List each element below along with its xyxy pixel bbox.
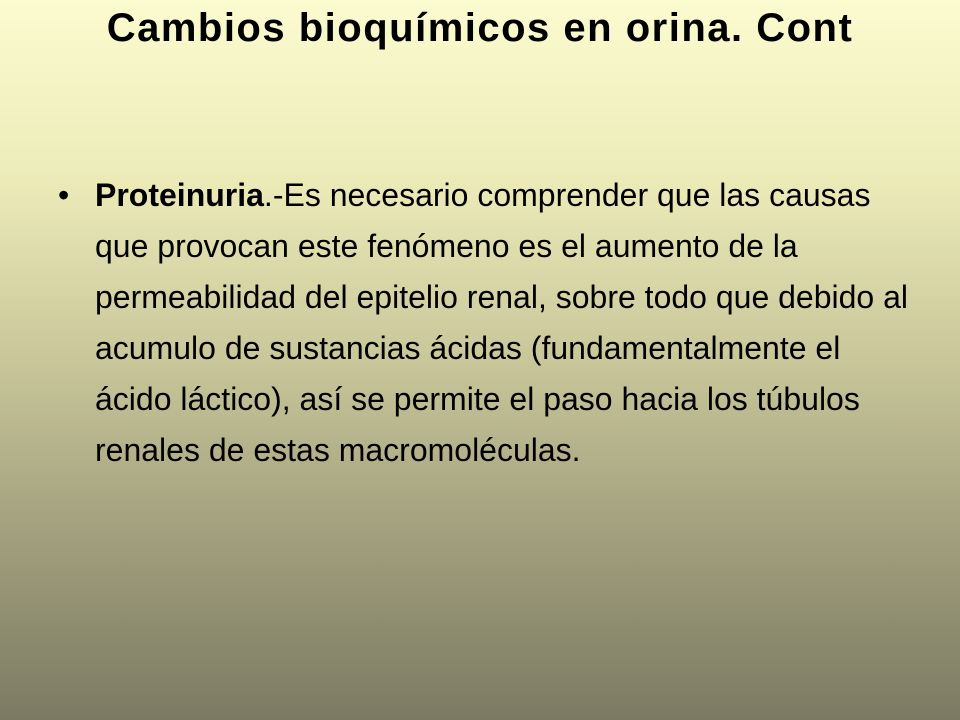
slide-title: Cambios bioquímicos en orina. Cont [106, 6, 854, 50]
bullet-marker-icon: • [58, 177, 70, 213]
bullet-text: .-Es necesario comprender que las causas que provocan este fenómeno es el aumento de la permeabilidad del epitelio renal, sobre todo que debido al acumulo de sustancias ácidas (fundamentalmente el ácido láctico), así se permite el paso hacia los túbulos renales de estas macromoléculas. [95, 177, 909, 468]
bullet-list [58, 170, 908, 476]
bullet-item-proteinuria [58, 170, 908, 476]
bullet-term: Proteinuria [95, 177, 264, 213]
